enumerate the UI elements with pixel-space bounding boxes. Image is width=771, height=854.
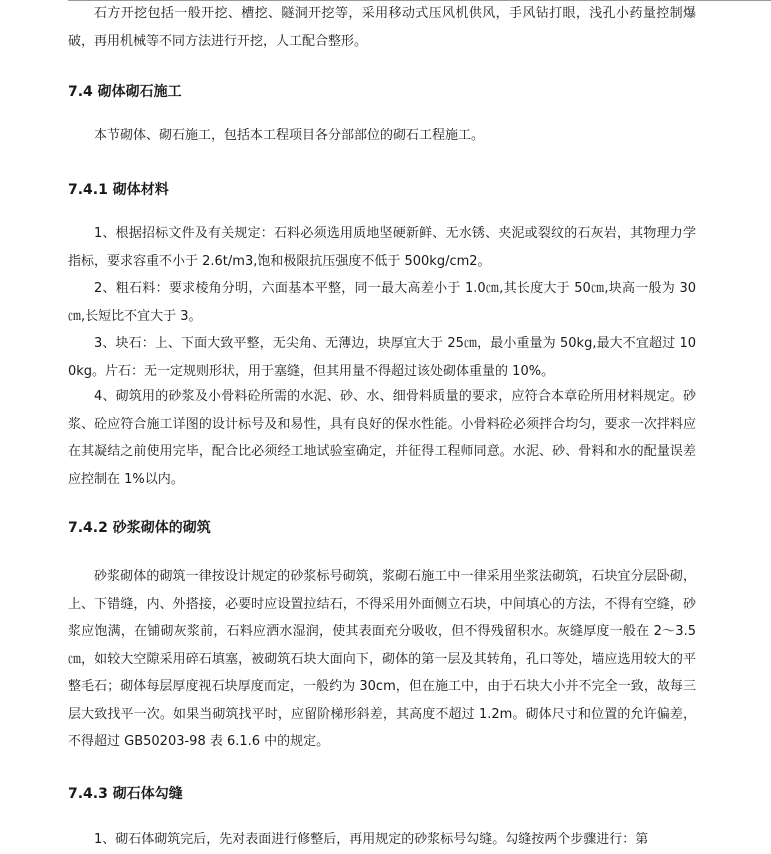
heading-7-4-2: 7.4.2 砂浆砌体的砌筑 [68, 520, 211, 536]
paragraph-excavation: 石方开挖包括一般开挖、槽挖、隧洞开挖等，采用移动式压风机供风，手风钻打眼，浅孔小药量控制爆破，再用机械等不同方法进行开挖，人工配合整形。 [68, 6, 696, 49]
paragraph-material-3: 3、块石：上、下面大致平整，无尖角、无薄边，块厚宜大于 25㎝，最小重量为 50kg,最大不宜超过 100kg。片石：无一定规则形状，用于塞缝，但其用量不得超过该处砌体重量的 10%。 [68, 336, 696, 379]
paragraph-masonry: 砂浆砌体的砌筑一律按设计规定的砂浆标号砌筑，浆砌石施工中一律采用坐浆法砌筑，石块宜分层卧砌，上、下错缝，内、外搭接，必要时应设置拉结石，不得采用外面侧立石块，中间填心的方法，不得有空缝，砂浆应饱满，在铺砌灰浆前，石料应洒水湿润，使其表面充分吸收，但不得残留积水。灰缝厚度一般在 2～3.5㎝，如较大空隙采用碎石填塞，被砌筑石块大面向下，砌体的第一层及其转角，孔口等处，墙应选用较大的平整毛石；砌体每层厚度视石块厚度而定，一般约为 30cm，但在施工中，由于石块大小并不完全一致，故每三层大致找平一次。如果当砌筑找平时，应留阶梯形斜差，其高度不超过 1.2m。砌体尺寸和位置的允许偏差，不得超过 GB50203-98 表 6.1.6 中的规定。 [68, 569, 696, 749]
paragraph-pointing-1: 1、砌石体砌筑完后，先对表面进行修整后，再用规定的砂浆标号勾缝。勾缝按两个步骤进行：第 [94, 832, 649, 847]
paragraph-material-2: 2、粗石料：要求棱角分明，六面基本平整，同一最大高差小于 1.0㎝,其长度大于 50㎝,块高一般为 30㎝,长短比不宜大于 3。 [68, 281, 696, 324]
paragraph-material-1: 1、根据招标文件及有关规定：石料必须选用质地坚硬新鲜、无水锈、夹泥或裂纹的石灰岩，其物理力学指标，要求容重不小于 2.6t/m3,饱和极限抗压强度不低于 500kg/cm2。 [68, 226, 696, 269]
heading-7-4-1: 7.4.1 砌体材料 [68, 182, 169, 198]
paragraph-material-4: 4、砌筑用的砂浆及小骨料砼所需的水泥、砂、水、细骨料质量的要求，应符合本章砼所用材料规定。砂浆、砼应符合施工详图的设计标号及和易性，具有良好的保水性能。小骨料砼必须拌合均匀，要求一次拌料应在其凝结之前使用完毕，配合比必须经工地试验室确定，并征得工程师同意。水泥、砂、骨料和水的配量误差应控制在 1%以内。 [68, 389, 696, 487]
paragraph-7-4-intro: 本节砌体、砌石施工，包括本工程项目各分部部位的砌石工程施工。 [94, 128, 485, 143]
heading-7-4: 7.4 砌体砌石施工 [68, 84, 182, 100]
heading-7-4-3: 7.4.3 砌石体勾缝 [68, 786, 183, 802]
